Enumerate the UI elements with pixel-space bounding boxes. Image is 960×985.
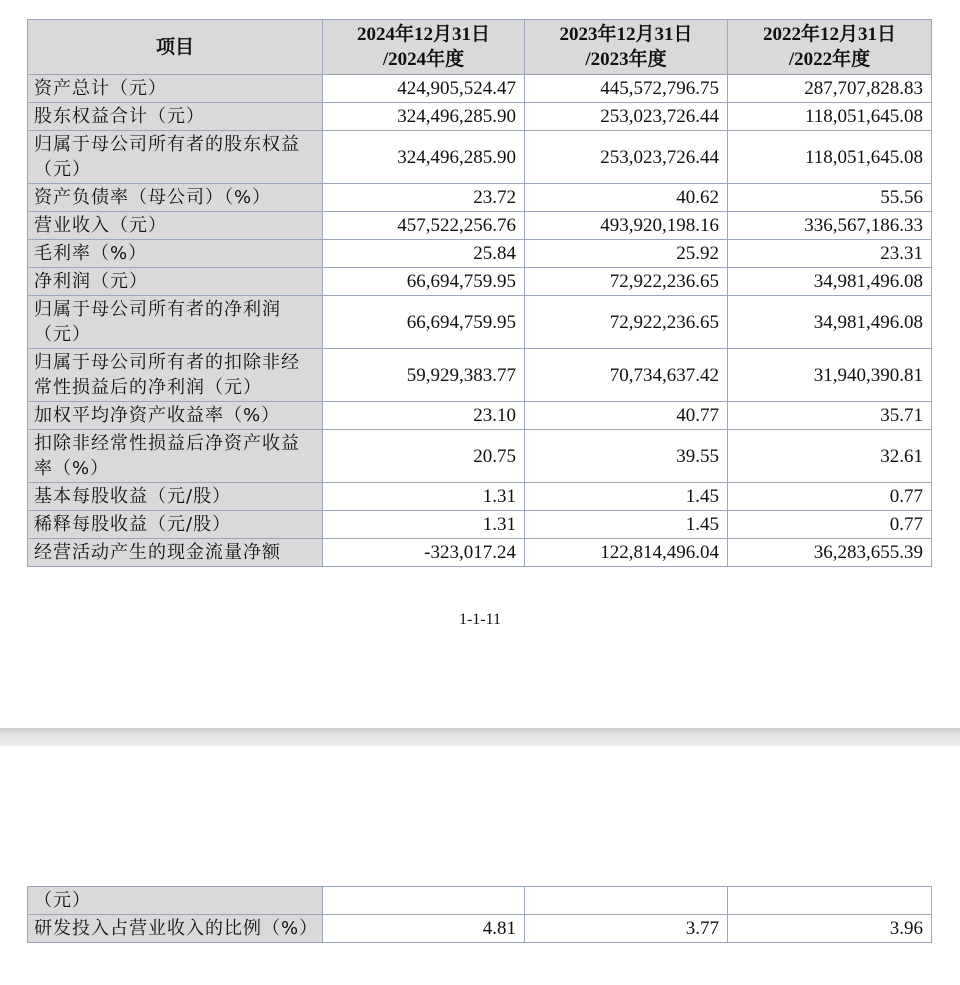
value-cell-2023: 70,734,637.42 bbox=[525, 349, 728, 402]
value-cell-2024: 4.81 bbox=[323, 915, 525, 943]
table-row bbox=[28, 240, 932, 268]
row-label: 扣除非经常性损益后净资产收益率（%） bbox=[28, 430, 323, 483]
value-cell-2024: 20.75 bbox=[323, 430, 525, 483]
value-cell-2023: 40.77 bbox=[525, 402, 728, 430]
table-row bbox=[28, 915, 932, 943]
table-row bbox=[28, 539, 932, 567]
value-cell-2024: 59,929,383.77 bbox=[323, 349, 525, 402]
row-label: 归属于母公司所有者的净利润（元） bbox=[28, 296, 323, 349]
value-cell-2023 bbox=[525, 887, 728, 915]
value-cell-2023: 1.45 bbox=[525, 511, 728, 539]
header-item: 项目 bbox=[28, 20, 323, 75]
table-header-row bbox=[28, 20, 932, 75]
value-cell-2023: 1.45 bbox=[525, 483, 728, 511]
value-cell-2022: 35.71 bbox=[728, 402, 932, 430]
row-label: 资产总计（元） bbox=[28, 75, 323, 103]
value-cell-2022: 118,051,645.08 bbox=[728, 131, 932, 184]
value-cell-2024: 1.31 bbox=[323, 511, 525, 539]
row-label: 基本每股收益（元/股） bbox=[28, 483, 323, 511]
value-cell-2024: 1.31 bbox=[323, 483, 525, 511]
table-row bbox=[28, 103, 932, 131]
row-label: 归属于母公司所有者的股东权益（元） bbox=[28, 131, 323, 184]
value-cell-2024 bbox=[323, 887, 525, 915]
value-cell-2023: 72,922,236.65 bbox=[525, 296, 728, 349]
value-cell-2023: 40.62 bbox=[525, 184, 728, 212]
row-label: 营业收入（元） bbox=[28, 212, 323, 240]
table-row bbox=[28, 296, 932, 349]
row-label: 净利润（元） bbox=[28, 268, 323, 296]
value-cell-2024: 457,522,256.76 bbox=[323, 212, 525, 240]
value-cell-2022: 3.96 bbox=[728, 915, 932, 943]
value-cell-2024: 324,496,285.90 bbox=[323, 131, 525, 184]
row-label: 资产负债率（母公司）（%） bbox=[28, 184, 323, 212]
page-number: 1-1-11 bbox=[458, 611, 502, 628]
value-cell-2024: 23.10 bbox=[323, 402, 525, 430]
table-row bbox=[28, 75, 932, 103]
row-label: 股东权益合计（元） bbox=[28, 103, 323, 131]
value-cell-2022 bbox=[728, 887, 932, 915]
value-cell-2022: 34,981,496.08 bbox=[728, 268, 932, 296]
table-row bbox=[28, 131, 932, 184]
value-cell-2023: 253,023,726.44 bbox=[525, 103, 728, 131]
value-cell-2022: 55.56 bbox=[728, 184, 932, 212]
financial-summary-table-continued bbox=[27, 886, 932, 943]
row-label: 加权平均净资产收益率（%） bbox=[28, 402, 323, 430]
value-cell-2024: 23.72 bbox=[323, 184, 525, 212]
value-cell-2024: 66,694,759.95 bbox=[323, 296, 525, 349]
value-cell-2024: 324,496,285.90 bbox=[323, 103, 525, 131]
value-cell-2023: 72,922,236.65 bbox=[525, 268, 728, 296]
header-2024: 2024年12月31日 /2024年度 bbox=[323, 20, 525, 75]
value-cell-2022: 32.61 bbox=[728, 430, 932, 483]
value-cell-2023: 3.77 bbox=[525, 915, 728, 943]
value-cell-2022: 31,940,390.81 bbox=[728, 349, 932, 402]
value-cell-2023: 445,572,796.75 bbox=[525, 75, 728, 103]
row-label: 归属于母公司所有者的扣除非经常性损益后的净利润（元） bbox=[28, 349, 323, 402]
table-row bbox=[28, 511, 932, 539]
financial-summary-table bbox=[27, 19, 932, 567]
row-label: 研发投入占营业收入的比例（%） bbox=[28, 915, 323, 943]
document-page-2 bbox=[0, 746, 960, 985]
value-cell-2023: 253,023,726.44 bbox=[525, 131, 728, 184]
value-cell-2022: 336,567,186.33 bbox=[728, 212, 932, 240]
table-row bbox=[28, 483, 932, 511]
table-row bbox=[28, 184, 932, 212]
value-cell-2022: 36,283,655.39 bbox=[728, 539, 932, 567]
row-label: 毛利率（%） bbox=[28, 240, 323, 268]
value-cell-2022: 287,707,828.83 bbox=[728, 75, 932, 103]
header-2023: 2023年12月31日 /2023年度 bbox=[525, 20, 728, 75]
table-row bbox=[28, 212, 932, 240]
value-cell-2024: 66,694,759.95 bbox=[323, 268, 525, 296]
header-2022: 2022年12月31日 /2022年度 bbox=[728, 20, 932, 75]
value-cell-2024: 25.84 bbox=[323, 240, 525, 268]
value-cell-2022: 23.31 bbox=[728, 240, 932, 268]
value-cell-2024: -323,017.24 bbox=[323, 539, 525, 567]
value-cell-2022: 34,981,496.08 bbox=[728, 296, 932, 349]
row-label: 稀释每股收益（元/股） bbox=[28, 511, 323, 539]
value-cell-2023: 39.55 bbox=[525, 430, 728, 483]
value-cell-2024: 424,905,524.47 bbox=[323, 75, 525, 103]
row-label: （元） bbox=[28, 887, 323, 915]
table-row bbox=[28, 430, 932, 483]
value-cell-2022: 0.77 bbox=[728, 483, 932, 511]
value-cell-2022: 118,051,645.08 bbox=[728, 103, 932, 131]
page-separator bbox=[0, 728, 960, 746]
value-cell-2023: 122,814,496.04 bbox=[525, 539, 728, 567]
value-cell-2023: 493,920,198.16 bbox=[525, 212, 728, 240]
value-cell-2023: 25.92 bbox=[525, 240, 728, 268]
table-row bbox=[28, 887, 932, 915]
value-cell-2022: 0.77 bbox=[728, 511, 932, 539]
row-label: 经营活动产生的现金流量净额 bbox=[28, 539, 323, 567]
table-row bbox=[28, 402, 932, 430]
table-row bbox=[28, 268, 932, 296]
table-row bbox=[28, 349, 932, 402]
